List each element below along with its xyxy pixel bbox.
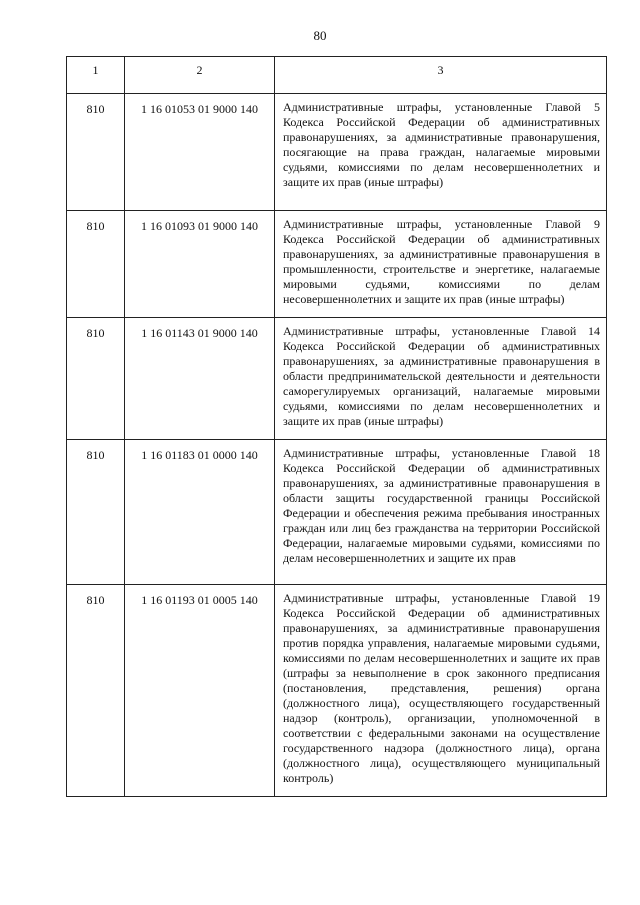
column-header-2: 2: [125, 57, 275, 94]
admin-code-cell: 810: [67, 585, 125, 797]
kbk-code-cell: 1 16 01093 01 9000 140: [125, 211, 275, 318]
kbk-code-cell: 1 16 01143 01 9000 140: [125, 318, 275, 440]
description-cell: Административные штрафы, установленные Главой 18 Кодекса Российской Федерации об административных правонарушениях, за административные правонарушения в области защиты государственной границы Российской Федерации и обеспечения режима пребывания иностранных граждан или лиц без гражданства на территории Российской Федерации, налагаемые мировыми судьями, комиссиями по делам несовершеннолетних и защите их прав: [275, 440, 607, 585]
table-row: [67, 211, 607, 318]
description-cell: Административные штрафы, установленные Главой 5 Кодекса Российской Федерации об административных правонарушениях, за административные правонарушения, посягающие на права граждан, налагаемые мировыми судьями, комиссиями по делам несовершеннолетних и защите их прав (иные штрафы): [275, 94, 607, 211]
kbk-code-cell: 1 16 01053 01 9000 140: [125, 94, 275, 211]
admin-code-cell: 810: [67, 440, 125, 585]
admin-code-cell: 810: [67, 318, 125, 440]
page-number: 80: [313, 28, 327, 43]
admin-code-cell: 810: [67, 211, 125, 318]
description-cell: Административные штрафы, установленные Главой 19 Кодекса Российской Федерации об административных правонарушениях, за административные правонарушения против порядка управления, налагаемые мировыми судьями, комиссиями по делам несовершеннолетних и защите их прав (штрафы за невыполнение в срок законного предписания (постановления, представления, решения) органа (должностного лица), осуществляющего государственный надзор (контроль), организации, уполномоченной в соответствии с федеральными законами на осуществление государственного надзора (должностного лица), органа (должностного лица), осуществляющего муниципальный контроль): [275, 585, 607, 797]
kbk-code-cell: 1 16 01183 01 0000 140: [125, 440, 275, 585]
table-header-row: [67, 57, 607, 94]
description-cell: Административные штрафы, установленные Главой 14 Кодекса Российской Федерации об административных правонарушениях, за административные правонарушения в области предпринимательской деятельности и деятельности саморегулируемых организаций, налагаемые мировыми судьями, комиссиями по делам несовершеннолетних и защите их прав (иные штрафы): [275, 318, 607, 440]
budget-codes-table: [66, 56, 607, 797]
description-cell: Административные штрафы, установленные Главой 9 Кодекса Российской Федерации об административных правонарушениях, за административные правонарушения в промышленности, строительстве и энергетике, налагаемые мировыми судьями, комиссиями по делам несовершеннолетних и защите их прав (иные штрафы): [275, 211, 607, 318]
kbk-code-cell: 1 16 01193 01 0005 140: [125, 585, 275, 797]
column-header-1: 1: [67, 57, 125, 94]
table-row: [67, 318, 607, 440]
table-row: [67, 440, 607, 585]
admin-code-cell: 810: [67, 94, 125, 211]
column-header-3: 3: [275, 57, 607, 94]
table-row: [67, 585, 607, 797]
table-row: [67, 94, 607, 211]
